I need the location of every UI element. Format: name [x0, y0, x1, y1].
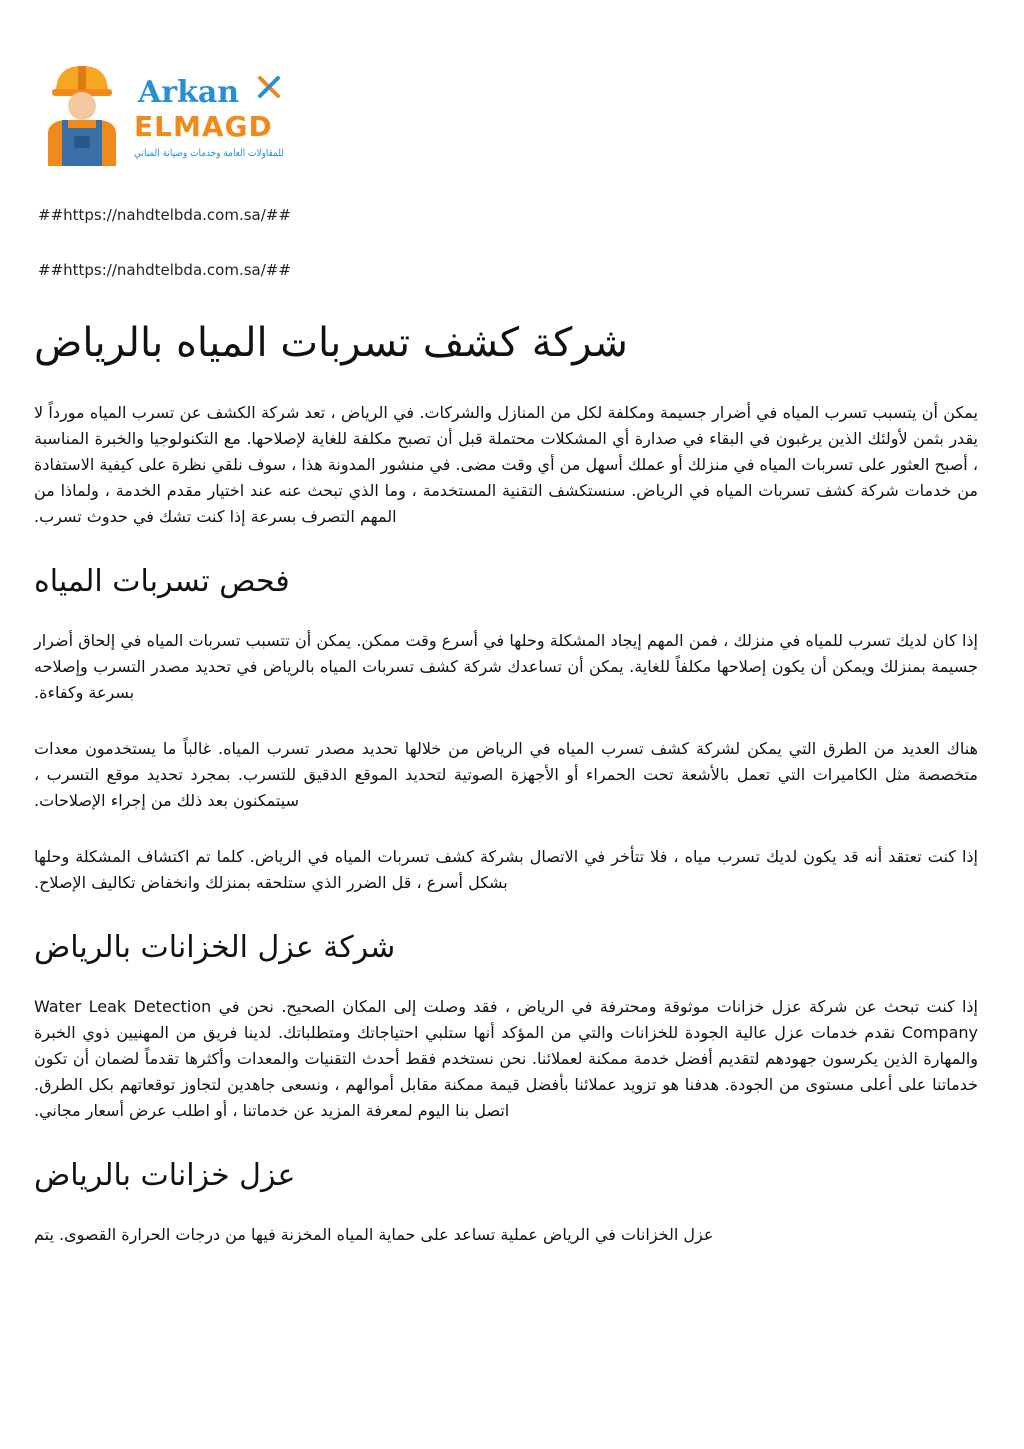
logo-tagline: للمقاولات العامة وخدمات وصيانة المباني [134, 148, 284, 159]
company-logo [34, 62, 286, 166]
section-heading-leak-inspection: فحص تسربات المياه [34, 564, 290, 599]
worker-icon [48, 66, 116, 166]
paragraph: إذا كنت تعتقد أنه قد يكون لديك تسرب مياه ، فلا تتأخر في الاتصال بشركة كشف تسربات المياه في الرياض. كلما تم اكتشاف المشكلة وحلها بشكل أسرع ، قل الضرر الذي ستلحقه بمنزلك وانخفاض تكاليف الإصلاح. [34, 847, 978, 892]
paragraph: إذا كان لديك تسرب للمياه في منزلك ، فمن المهم إيجاد المشكلة وحلها في أسرع وقت ممكن. يمكن أن تتسبب تسربات المياه في إلحاق أضرار جسيمة بمنزلك ويمكن أن يكون إصلاحها مكلفاً للغاية. يمكن أن تساعدك شركة كشف تسربات المياه بالرياض في تحديد مصدر التسرب وإصلاحه بسرعة وكفاءة. [34, 631, 978, 702]
section-heading-tank-insulation-company: شركة عزل الخزانات بالرياض [34, 930, 396, 965]
logo-name-elmagd: ELMAGD [134, 110, 273, 143]
paragraph: هناك العديد من الطرق التي يمكن لشركة كشف تسرب المياه في الرياض من خلالها تحديد مصدر تسرب المياه. غالباً ما يستخدمون معدات متخصصة مثل الكاميرات التي تعمل بالأشعة تحت الحمراء أو الأجهزة الصوتية لتحديد الموقع الدقيق للتسرب. بمجرد تحديد موقع التسرب ، سيتمكنون بعد ذلك من إجراء الإصلاحات. [34, 739, 978, 810]
paragraph: إذا كنت تبحث عن شركة عزل خزانات موثوقة ومحترفة في الرياض ، فقد وصلت إلى المكان الصحيح. نحن في Water Leak Detection Company نقدم خدمات عزل عالية الجودة للخزانات والتي من المؤكد أنها ستلبي احتياجاتك ومتطلباتك. لدينا فريق من المهنيين ذوي الخبرة والمهارة الذين يكرسون جهودهم لتقديم أفضل خدمة ممكنة لعملائنا. نحن نستخدم فقط أحدث التقنيات والمعدات وأكثرها تقدماً لضمان أن تكون خدماتنا على أعلى مستوى من الجودة. هدفنا هو تزويد عملائنا بأفضل قيمة ممكنة مقابل أموالهم ، ونسعى جاهدين لتجاوز توقعاتهم بكل الطرق. اتصل بنا اليوم لمعرفة المزيد عن خدماتنا ، أو اطلب عرض أسعار مجاني. [34, 997, 978, 1120]
paragraph: عزل الخزانات في الرياض عملية تساعد على حماية المياه المخزنة فيها من درجات الحرارة القصوى. يتم [34, 1225, 714, 1244]
section-heading-tank-insulation: عزل خزانات بالرياض [34, 1158, 296, 1193]
intro-paragraph: يمكن أن يتسبب تسرب المياه في أضرار جسيمة ومكلفة لكل من المنازل والشركات. في الرياض ، تعد شركة الكشف عن تسرب المياه مورداً لا يقدر بثمن لأولئك الذين يرغبون في البقاء في صدارة أي المشكلات محتملة قبل أن تصبح مكلفة للغاية لإصلاحها. مع التكنولوجيا والخبرة المناسبة ، أصبح العثور على تسربات المياه في منزلك أو عملك أسهل من أي وقت مضى. في منشور المدونة هذا ، سوف نلقي نظرة على كيفية الاستفادة من خدمات شركة كشف تسربات المياه في الرياض. سنستكشف التقنية المستخدمة ، وما الذي تبحث عنه عند اختيار مقدم الخدمة ، ولماذا من المهم التصرف بسرعة إذا كنت تشك في حدوث تسرب. [34, 403, 978, 526]
article-body [34, 312, 978, 1278]
source-url-2: ##https://nahdtelbda.com.sa/## [38, 261, 291, 279]
tools-icon [260, 78, 278, 96]
page-title: شركة كشف تسربات المياه بالرياض [34, 320, 628, 366]
logo-name-arkan: Arkan [138, 75, 240, 110]
source-url-1: ##https://nahdtelbda.com.sa/## [38, 206, 291, 224]
